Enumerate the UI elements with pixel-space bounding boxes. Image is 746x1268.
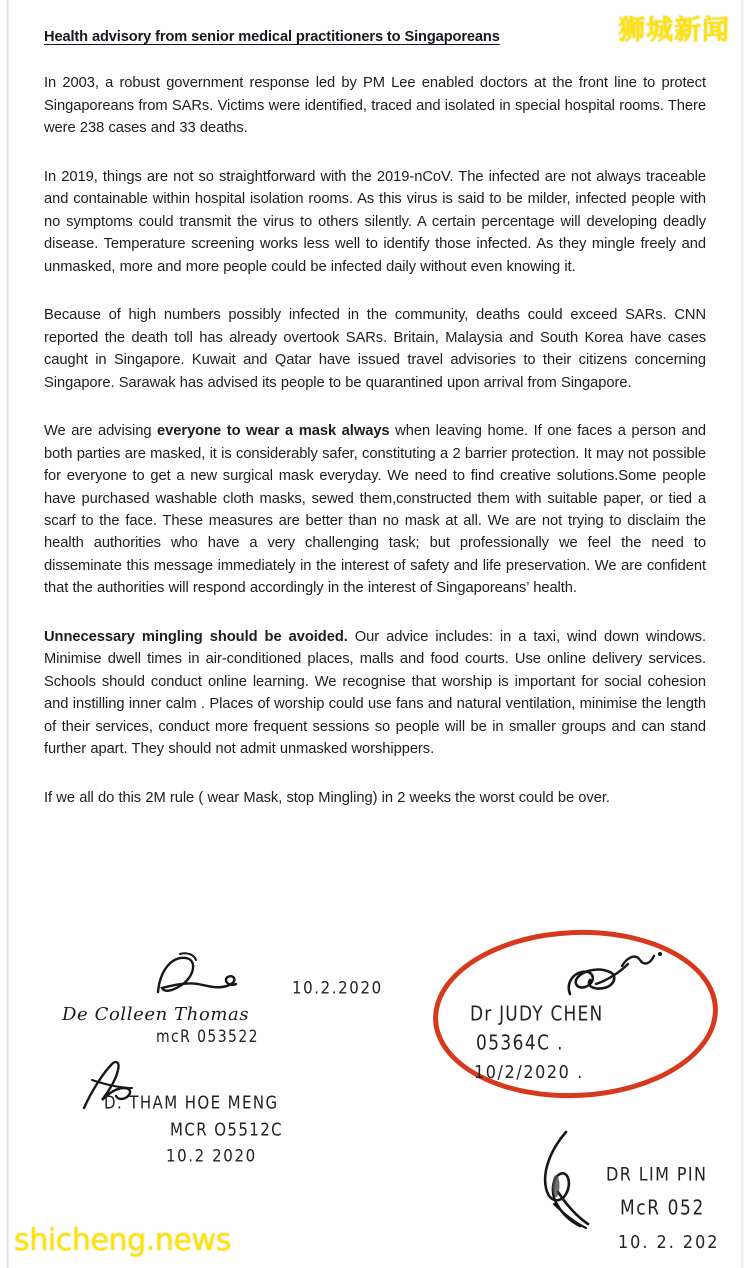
watermark-top-right: 狮城新闻 (618, 15, 730, 46)
signature-date-2: 10.2 2020 (166, 1146, 257, 1167)
signature-mark-judy-chen (556, 950, 666, 1008)
paragraph-1: In 2003, a robust government response led by PM Lee enabled doctors at the front line to protect Singaporeans from SARs. Victims were identified, traced and isolated in special hospital rooms. There were 238 cases and 33 deaths. (44, 75, 706, 137)
signature-name-1: De Colleen Thomas (62, 1004, 250, 1025)
paragraph-5 (44, 626, 706, 761)
signature-registration-1: mcR 053522 (156, 1028, 259, 1047)
paragraph-3: Because of high numbers possibly infected in the community, deaths could exceed SARs. CNN reported the death toll has already overtook SARs. Britain, Malaysia and South Korea have cases caught in Singapore. Kuwait and Qatar have issued travel advisories to their citizens concerning Singapore. Sarawak has advised its people to be quarantined upon arrival from Singapore. (44, 307, 706, 391)
signature-name-2: D. THAM HOE MENG (104, 1092, 279, 1114)
paragraph-4-emphasis: everyone to wear a mask always (157, 423, 390, 440)
signature-name-3: Dr JUDY CHEN (470, 1003, 604, 1027)
page-title: Health advisory from senior medical practitioners to Singaporeans (44, 29, 500, 45)
scan-edge-right (741, 0, 744, 1268)
signature-mark-colleen-thomas (150, 952, 280, 1004)
signature-date-4: 10. 2. 202 (618, 1231, 720, 1253)
paragraph-6: If we all do this 2M rule ( wear Mask, stop Mingling) in 2 weeks the worst could be over. (44, 789, 610, 806)
document-body (44, 28, 706, 809)
signature-date-3: 10/2/2020 . (474, 1061, 584, 1083)
watermark-bottom-left: shicheng.news (14, 1223, 231, 1258)
paragraph-5-emphasis: Unnecessary mingling should be avoided. (44, 628, 348, 645)
paragraph-5-rest: Our advice includes: in a taxi, wind down windows. Minimise dwell times in air-conditioned places, malls and food courts. Use online delivery services. Schools should conduct online learning. We recognise that worship is important for social cohesion and instilling inner calm . Places of worship could use fans and natural ventilation, minimise the length of their services, conduct more frequent sessions so people will be in smaller groups and can stand further apart. They should not admit unmasked worshippers. (44, 628, 706, 758)
signature-name-4: DR LIM PIN (606, 1163, 708, 1186)
signature-registration-2: MCR O5512C (170, 1119, 284, 1141)
signature-registration-3: 05364C . (476, 1032, 564, 1056)
signature-date-1: 10.2.2020 (292, 978, 383, 999)
paragraph-4-lead: We are advising (44, 423, 158, 440)
signature-registration-4: McR 052 (620, 1197, 705, 1221)
paragraph-4 (44, 420, 706, 600)
scan-edge-left (6, 0, 9, 1268)
paragraph-4-rest: when leaving home. If one faces a person and both parties are masked, it is considerably safer, constituting a 2 barrier protection. It may not possible for everyone to get a new surgical mask everyday. We need to find creative solutions.Some people have purchased washable cloth masks, sewed them,constructed them with suitable paper, or tied a scarf to the face. These measures are better than no mask at all. We are not trying to disclaim the health authorities who have a very challenging task; but professionally we feel the need to disseminate this message immediately in the interest of safety and life preservation. We are confident that the authorities will respond accordingly in the interest of Singaporeans’ health. (44, 423, 706, 597)
paragraph-2: In 2019, things are not so straightforward with the 2019-nCoV. The infected are not always traceable and containable within hospital isolation rooms. As this virus is said to be milder, infected people with no symptoms could transmit the virus to others silently. A certain percentage will developing deadly disease. Temperature screening works less well to identify those infected. As they mingle freely and unmasked, more and more people could be infected daily without even knowing it. (44, 168, 706, 275)
